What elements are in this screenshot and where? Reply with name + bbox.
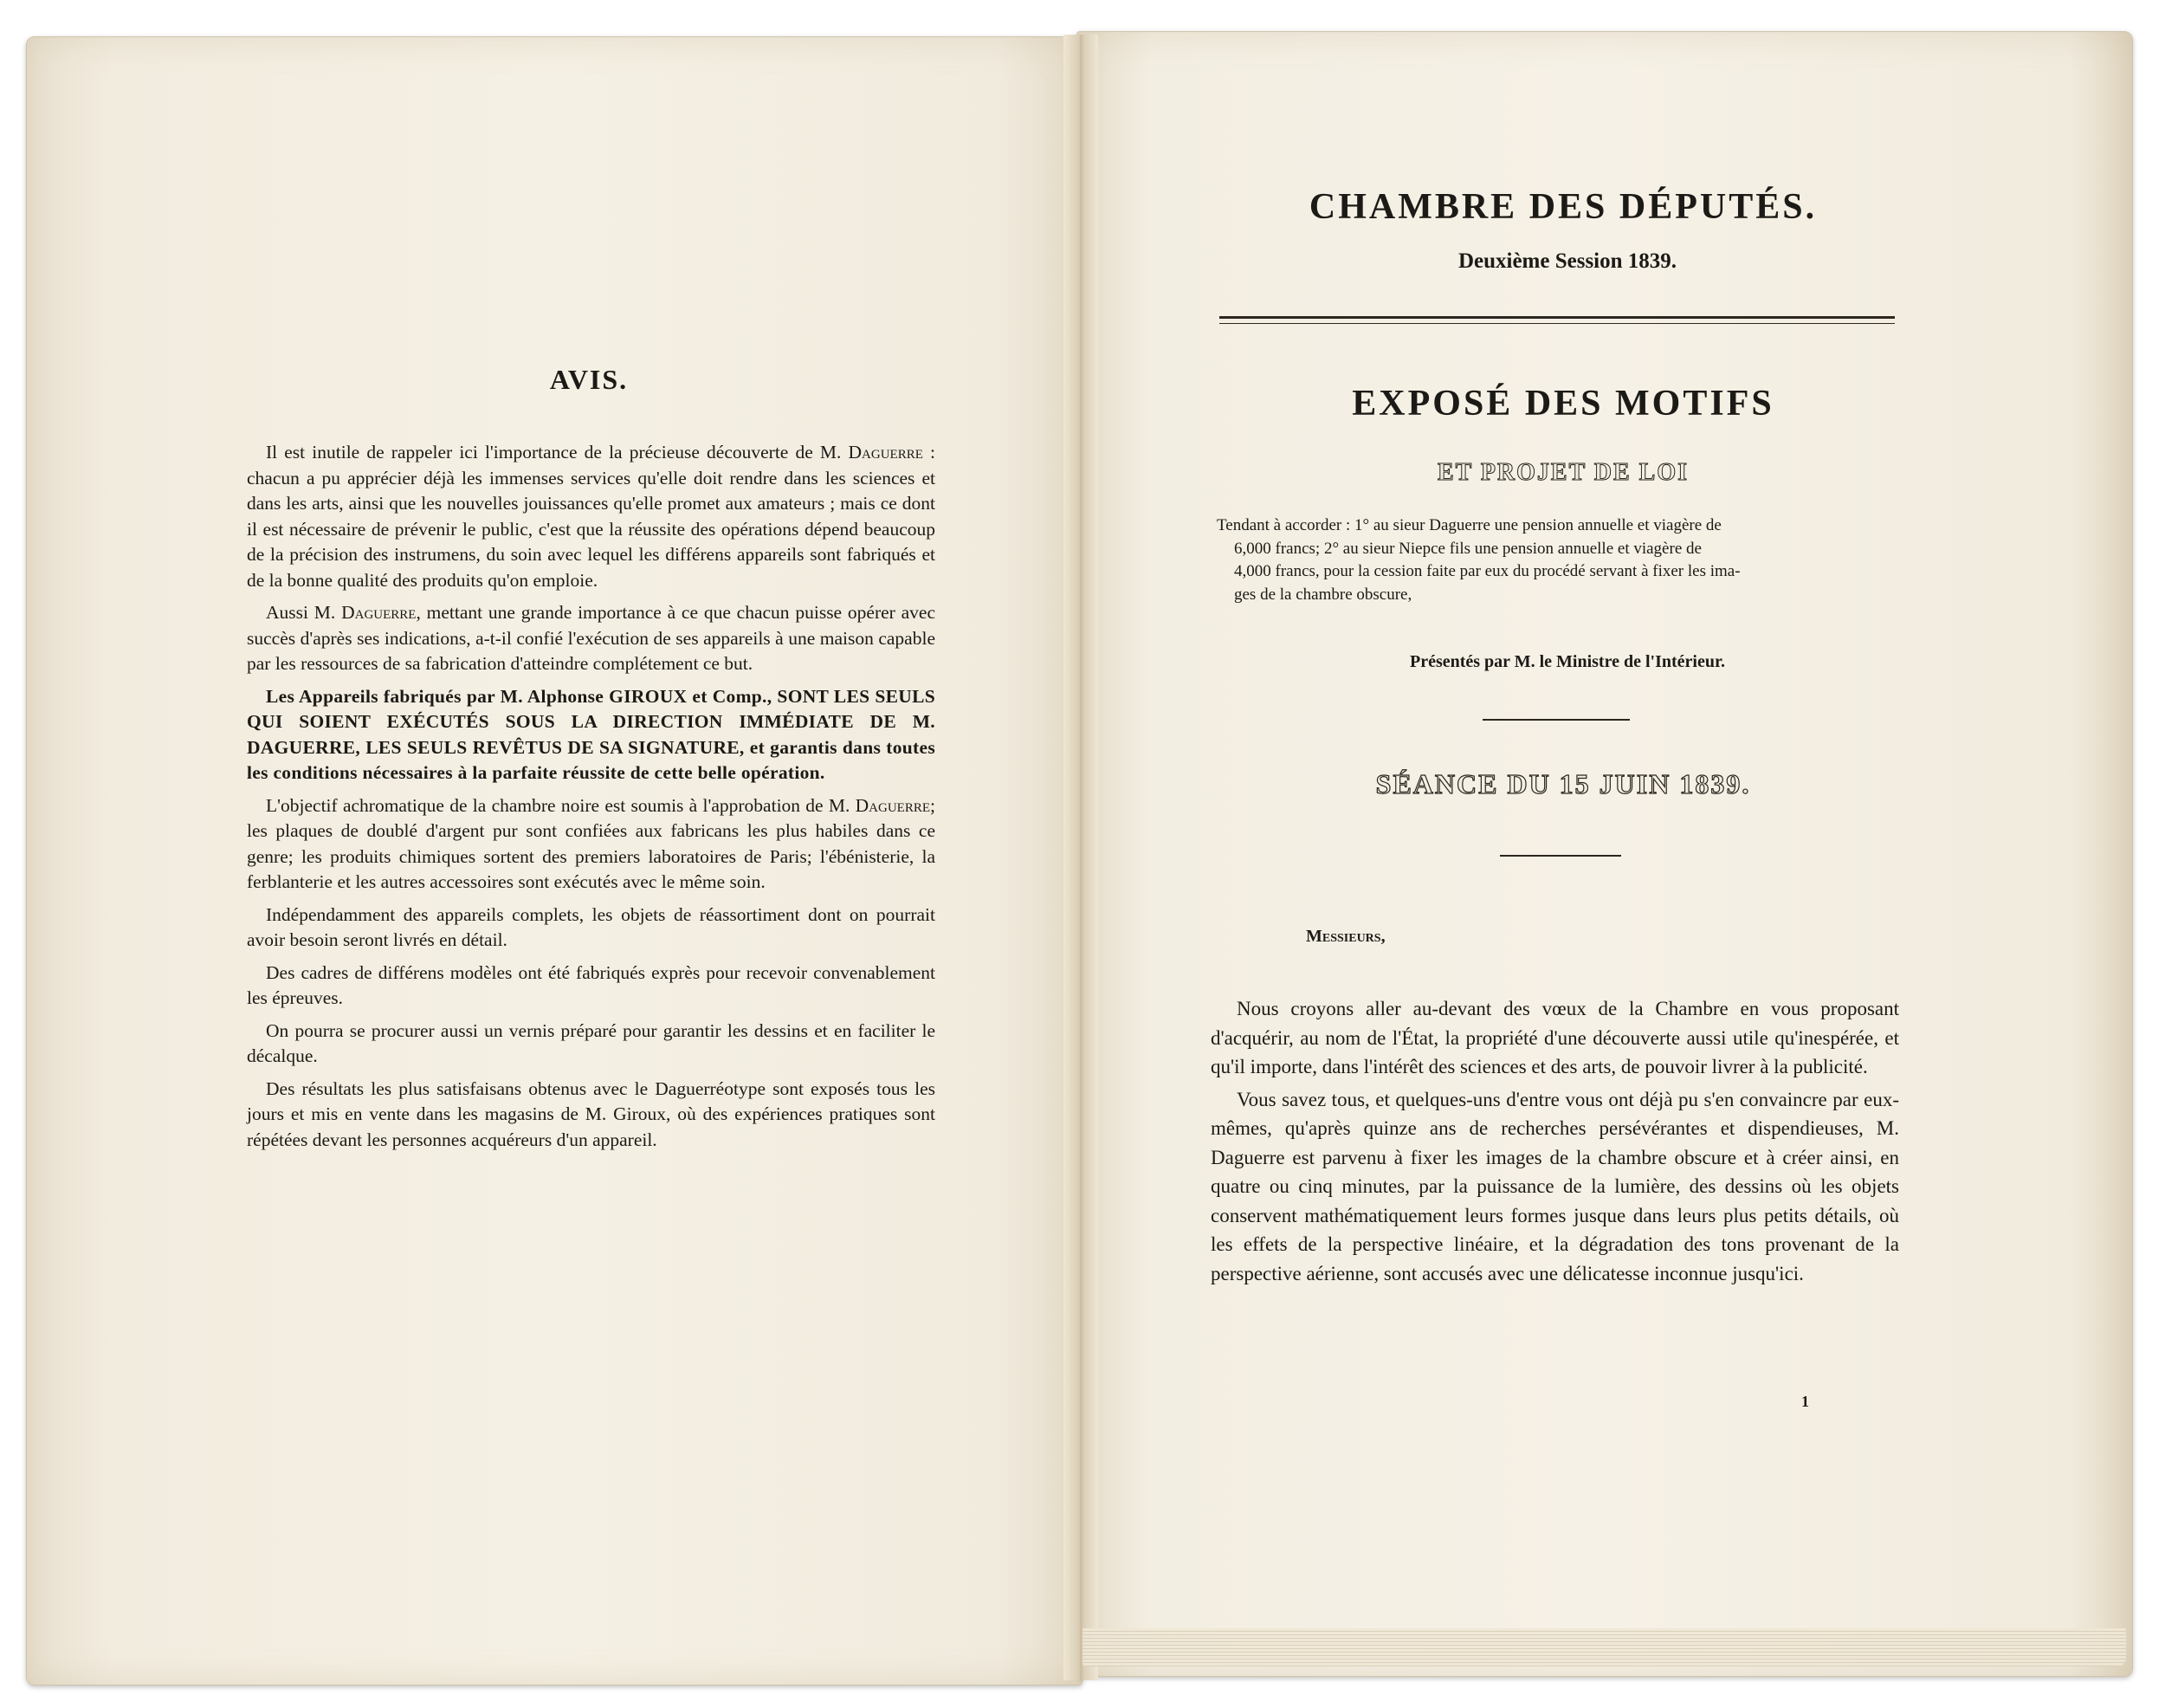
- avis-paragraph-3: Les Appareils fabriqués par M. Alphonse GIROUX et Comp., SONT LES SEULS QUI SOIENT EXÉCUTÉS SOUS LA DIRECTION IMMÉDIATE DE M. DAGUERRE, LES SEULS REVÊTUS DE SA SIGNATURE, et garantis dans toutes les conditions nécessaires à la parfaite réussite de cette belle opération.: [247, 685, 935, 783]
- expose-paragraph-1: Nous croyons aller au-devant des vœux de la Chambre en vous proposant d'acquérir, au nom de l'État, la propriété d'une découverte aussi utile qu'inespérée, et qu'il importe, dans l'intérêt des sciences et des arts, de pouvoir livrer à la publicité.: [1211, 998, 1899, 1077]
- tendant-text: [1217, 514, 1901, 606]
- short-rule-1: [1483, 719, 1630, 721]
- avis-paragraph-5: Indépendamment des appareils complets, les objets de réassortiment dont on pourrait avoir besoin seront livrés en détail.: [247, 903, 935, 950]
- seance-title: SÉANCE DU 15 JUIN 1839.: [1375, 768, 1751, 799]
- chamber-title: CHAMBRE DES DÉPUTÉS.: [1309, 187, 1818, 227]
- tendant-line-1: Tendant à accorder : 1° au sieur Daguerre une pension annuelle et viagère de: [1217, 516, 1722, 534]
- expose-paragraph-2: Vous savez tous, et quelques-uns d'entre vous ont déjà pu s'en convaincre par eux-mêmes, qu'après quinze ans de recherches persévérantes et dispendieuses, M. Daguerre est parvenu à fixer les images de la chambre obscure et à créer ainsi, en quatre ou cinq minutes, par la puissance de la lumière, des dessins où les objets conservent mathématiquement leurs formes jusque dans leurs plus petits détails, où les effets de la perspective linéaire, et la dégradation des tons provenant de la perspective aérienne, sont accusés avec une délicatesse inconnue jusqu'ici.: [1211, 1088, 1899, 1284]
- double-rule-bottom: [1219, 323, 1895, 324]
- avis-paragraph-4: L'objectif achromatique de la chambre noire est soumis à l'approbation de M. Daguerre; les plaques de doublé d'argent pur sont confiées aux fabricans les plus habiles dans ce genre; les produits chimiques sortent des premiers laboratoires de Paris; l'ébénisterie, la ferblanterie et les autres accessoires sont exécutés avec le même soin.: [247, 794, 935, 892]
- presentes-line: Présentés par M. le Ministre de l'Intérieur.: [1409, 652, 1725, 671]
- right-page: [1076, 31, 2133, 1677]
- avis-paragraph-2: Aussi M. Daguerre, mettant une grande importance à ce que chacun puisse opérer avec succès d'après ses indications, a-t-il confié l'exécution de ses appareils à une maison capable par les ressources de sa fabrication d'atteindre complétement ce but.: [247, 602, 935, 674]
- avis-paragraph-1: Il est inutile de rappeler ici l'importance de la précieuse découverte de M. Daguerre : chacun a pu apprécier déjà les immenses services qu'elle doit rendre dans les sciences et dans les arts, ainsi que les nouvelles jouissances qu'elle promet aux amateurs ; mais ce dont il est nécessaire de prévenir le public, c'est que la réussite des opérations dépend beaucoup de la précision des instrumens, du soin avec lequel les différens appareils sont fabriqués et de la bonne qualité des produits qu'on emploie.: [247, 442, 935, 591]
- avis-paragraph-8: Des résultats les plus satisfaisans obtenus avec le Daguerréotype sont exposés tous les jours et mis en vente dans les magasins de M. Giroux, où des expériences pratiques sont répétées devant les personnes acquéreurs d'un appareil.: [247, 1077, 935, 1150]
- salutation: Messieurs,: [1306, 927, 1386, 946]
- page-number: 1: [1801, 1393, 1809, 1410]
- avis-paragraph-6: Des cadres de différens modèles ont été fabriqués exprès pour recevoir convenablement les épreuves.: [247, 961, 935, 1008]
- projet-subtitle: ET PROJET DE LOI: [1437, 459, 1690, 486]
- avis-body: [247, 440, 935, 1160]
- expose-body: [1211, 994, 1899, 1291]
- tendant-line-4: ges de la chambre obscure,: [1234, 585, 1412, 604]
- avis-title: AVIS.: [549, 364, 629, 395]
- session-subtitle: Deuxième Session 1839.: [1457, 249, 1677, 273]
- tendant-line-3: 4,000 francs, pour la cession faite par eux du procédé servant à fixer les ima-: [1234, 562, 1741, 580]
- tendant-line-2: 6,000 francs; 2° au sieur Niepce fils une pension annuelle et viagère de: [1234, 539, 1702, 558]
- book-gutter: [1063, 35, 1098, 1680]
- expose-title: EXPOSÉ DES MOTIFS: [1352, 384, 1774, 424]
- avis-paragraph-7: On pourra se procurer aussi un vernis préparé pour garantir les dessins et en faciliter le décalque.: [247, 1019, 935, 1066]
- page-stack-edge: [1082, 1628, 2126, 1666]
- short-rule-2: [1500, 855, 1621, 857]
- double-rule-top: [1219, 316, 1895, 319]
